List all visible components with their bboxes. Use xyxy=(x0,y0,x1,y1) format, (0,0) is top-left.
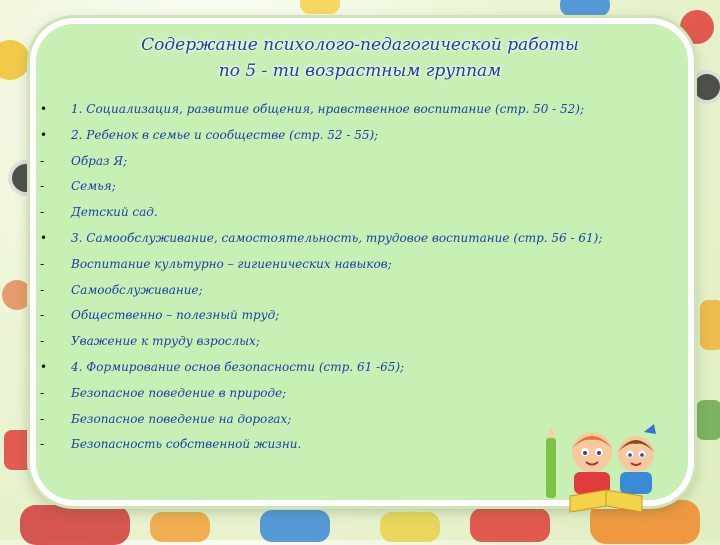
bow-shape xyxy=(644,424,656,434)
list-item xyxy=(40,356,640,382)
list-marker: • xyxy=(40,359,48,374)
list-item-text: Самообслуживание; xyxy=(71,282,203,297)
pencil-tip-shape xyxy=(546,426,556,438)
pupil-shape xyxy=(628,453,632,457)
list-item-text: Воспитание культурно – гигиенических навыков; xyxy=(71,256,392,271)
toy-decoration xyxy=(380,512,440,542)
list-item-text: 4. Формирование основ безопасности (стр. 61 -65); xyxy=(71,359,405,374)
list-marker: - xyxy=(40,437,45,452)
list-item-text: 2. Ребенок в семье и сообществе (стр. 52 - 55); xyxy=(71,127,379,142)
page-title xyxy=(60,32,660,84)
list-marker: - xyxy=(40,411,45,426)
toy-decoration xyxy=(560,0,610,16)
list-item xyxy=(40,227,640,253)
list-marker: - xyxy=(40,205,45,220)
toy-decoration xyxy=(2,280,32,310)
children-reading-illustration xyxy=(540,418,670,518)
list-item xyxy=(40,382,640,408)
toy-decoration xyxy=(696,400,720,440)
list-item-text: Безопасное поведение в природе; xyxy=(71,385,287,400)
toy-decoration xyxy=(700,300,720,350)
list-marker: - xyxy=(40,282,45,297)
list-item-text: 1. Социализация, развитие общения, нравственное воспитание (стр. 50 - 52); xyxy=(71,102,585,116)
list-item-text: 3. Самообслуживание, самостоятельность, трудовое воспитание (стр. 56 - 61); xyxy=(71,230,603,245)
list-item xyxy=(40,124,640,150)
list-item xyxy=(40,98,640,124)
content-list xyxy=(40,98,640,459)
title-line-1: Содержание психолого-педагогической работы xyxy=(141,35,579,55)
list-marker: - xyxy=(40,334,45,349)
toy-decoration xyxy=(20,505,130,545)
list-item xyxy=(40,279,640,305)
list-marker: • xyxy=(40,127,48,142)
list-item xyxy=(40,304,640,330)
toy-decoration xyxy=(470,508,550,542)
toy-decoration xyxy=(150,512,210,542)
list-item-text: Безопасность собственной жизни. xyxy=(71,437,302,452)
list-item-text: Общественно – полезный труд; xyxy=(71,308,280,323)
pencil-shape xyxy=(546,438,556,498)
list-item-text: Детский сад. xyxy=(71,205,158,220)
list-marker: • xyxy=(40,230,48,245)
list-item xyxy=(40,330,640,356)
list-marker: - xyxy=(40,179,45,194)
list-item xyxy=(40,253,640,279)
list-marker: - xyxy=(40,308,45,323)
list-item xyxy=(40,175,640,201)
list-marker: • xyxy=(40,102,48,116)
toy-decoration xyxy=(690,70,720,104)
list-marker: - xyxy=(40,385,45,400)
list-item xyxy=(40,150,640,176)
list-item-text: Безопасное поведение на дорогах; xyxy=(71,411,292,426)
list-item-text: Образ Я; xyxy=(71,153,128,168)
pupil-shape xyxy=(597,451,601,455)
pupil-shape xyxy=(583,451,587,455)
list-item-text: Уважение к труду взрослых; xyxy=(71,334,260,349)
list-marker: - xyxy=(40,256,45,271)
list-item xyxy=(40,201,640,227)
list-item-text: Семья; xyxy=(71,179,116,194)
toy-decoration xyxy=(260,510,330,542)
girl-dress-shape xyxy=(620,472,652,494)
toy-decoration xyxy=(0,40,30,80)
pupil-shape xyxy=(640,453,644,457)
list-marker: - xyxy=(40,153,45,168)
toy-decoration xyxy=(300,0,340,14)
title-line-2: по 5 - ти возрастным группам xyxy=(218,61,502,81)
